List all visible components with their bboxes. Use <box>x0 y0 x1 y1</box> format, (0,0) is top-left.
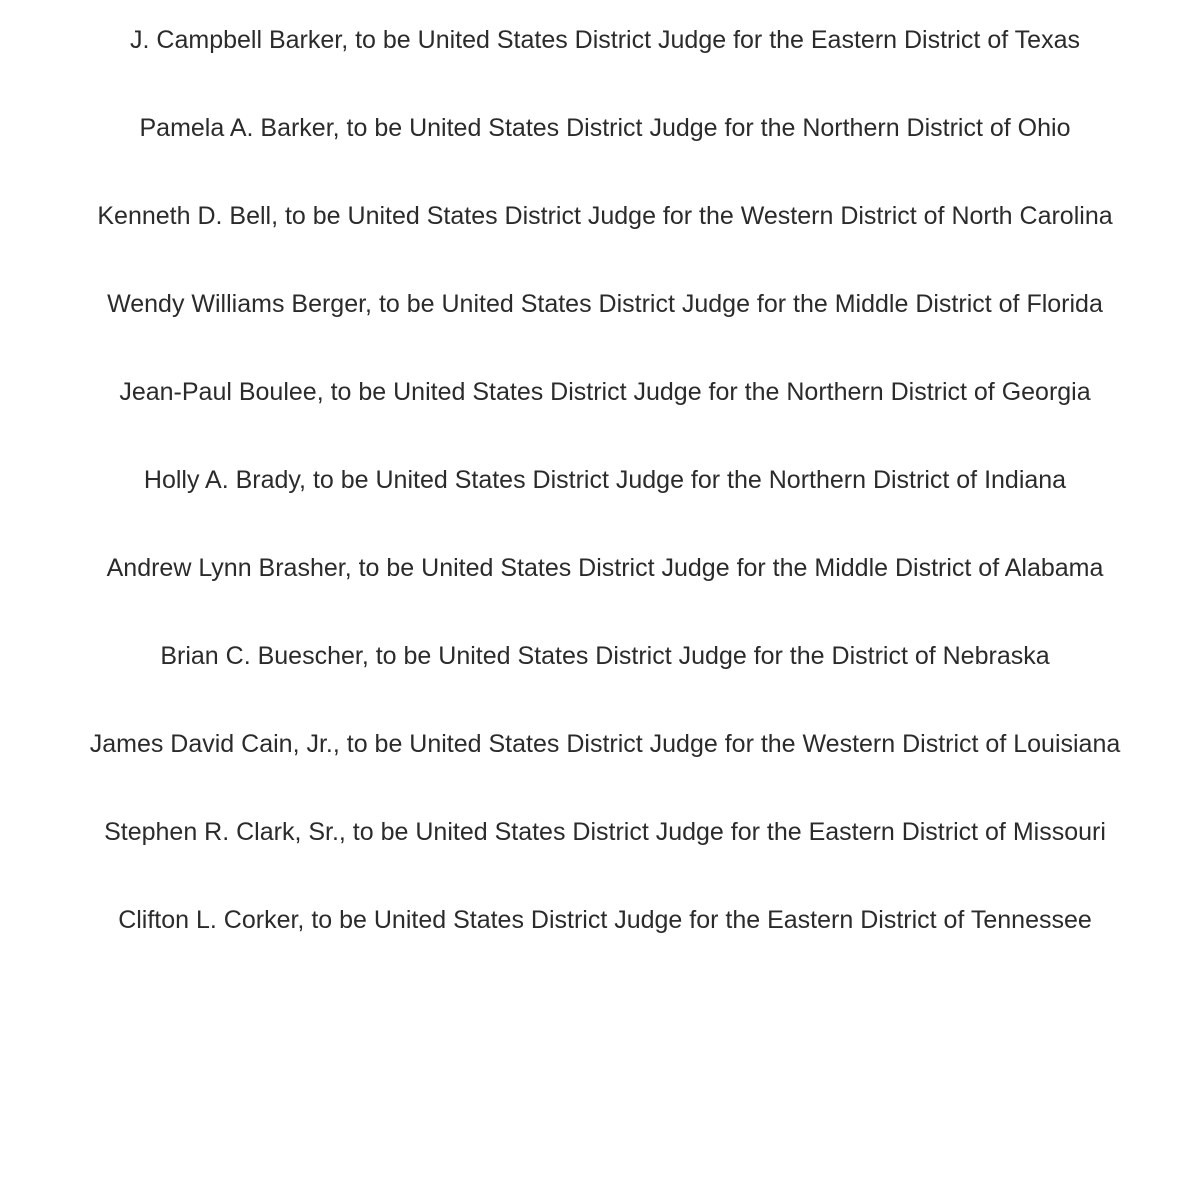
nominee-entry: Wendy Williams Berger, to be United States District Judge for the Middle District of Florida <box>107 290 1103 318</box>
nominee-entry: Brian C. Buescher, to be United States District Judge for the District of Nebraska <box>160 642 1050 670</box>
nominee-entry: J. Campbell Barker, to be United States District Judge for the Eastern District of Texas <box>130 26 1080 54</box>
nominee-entry: Jean-Paul Boulee, to be United States District Judge for the Northern District of Georgia <box>119 378 1091 406</box>
nominee-entry: Andrew Lynn Brasher, to be United States District Judge for the Middle District of Alabama <box>106 554 1104 582</box>
nominee-list <box>60 18 1150 986</box>
nominee-entry: Stephen R. Clark, Sr., to be United States District Judge for the Eastern District of Missouri <box>104 818 1106 846</box>
nominee-entry: Kenneth D. Bell, to be United States District Judge for the Western District of North Carolina <box>97 202 1113 230</box>
nominee-entry: Holly A. Brady, to be United States District Judge for the Northern District of Indiana <box>143 466 1067 494</box>
nominee-entry: Clifton L. Corker, to be United States District Judge for the Eastern District of Tennessee <box>118 906 1092 934</box>
nominee-entry: Pamela A. Barker, to be United States District Judge for the Northern District of Ohio <box>139 114 1071 142</box>
nominee-entry: James David Cain, Jr., to be United States District Judge for the Western District of Louisiana <box>89 730 1121 758</box>
